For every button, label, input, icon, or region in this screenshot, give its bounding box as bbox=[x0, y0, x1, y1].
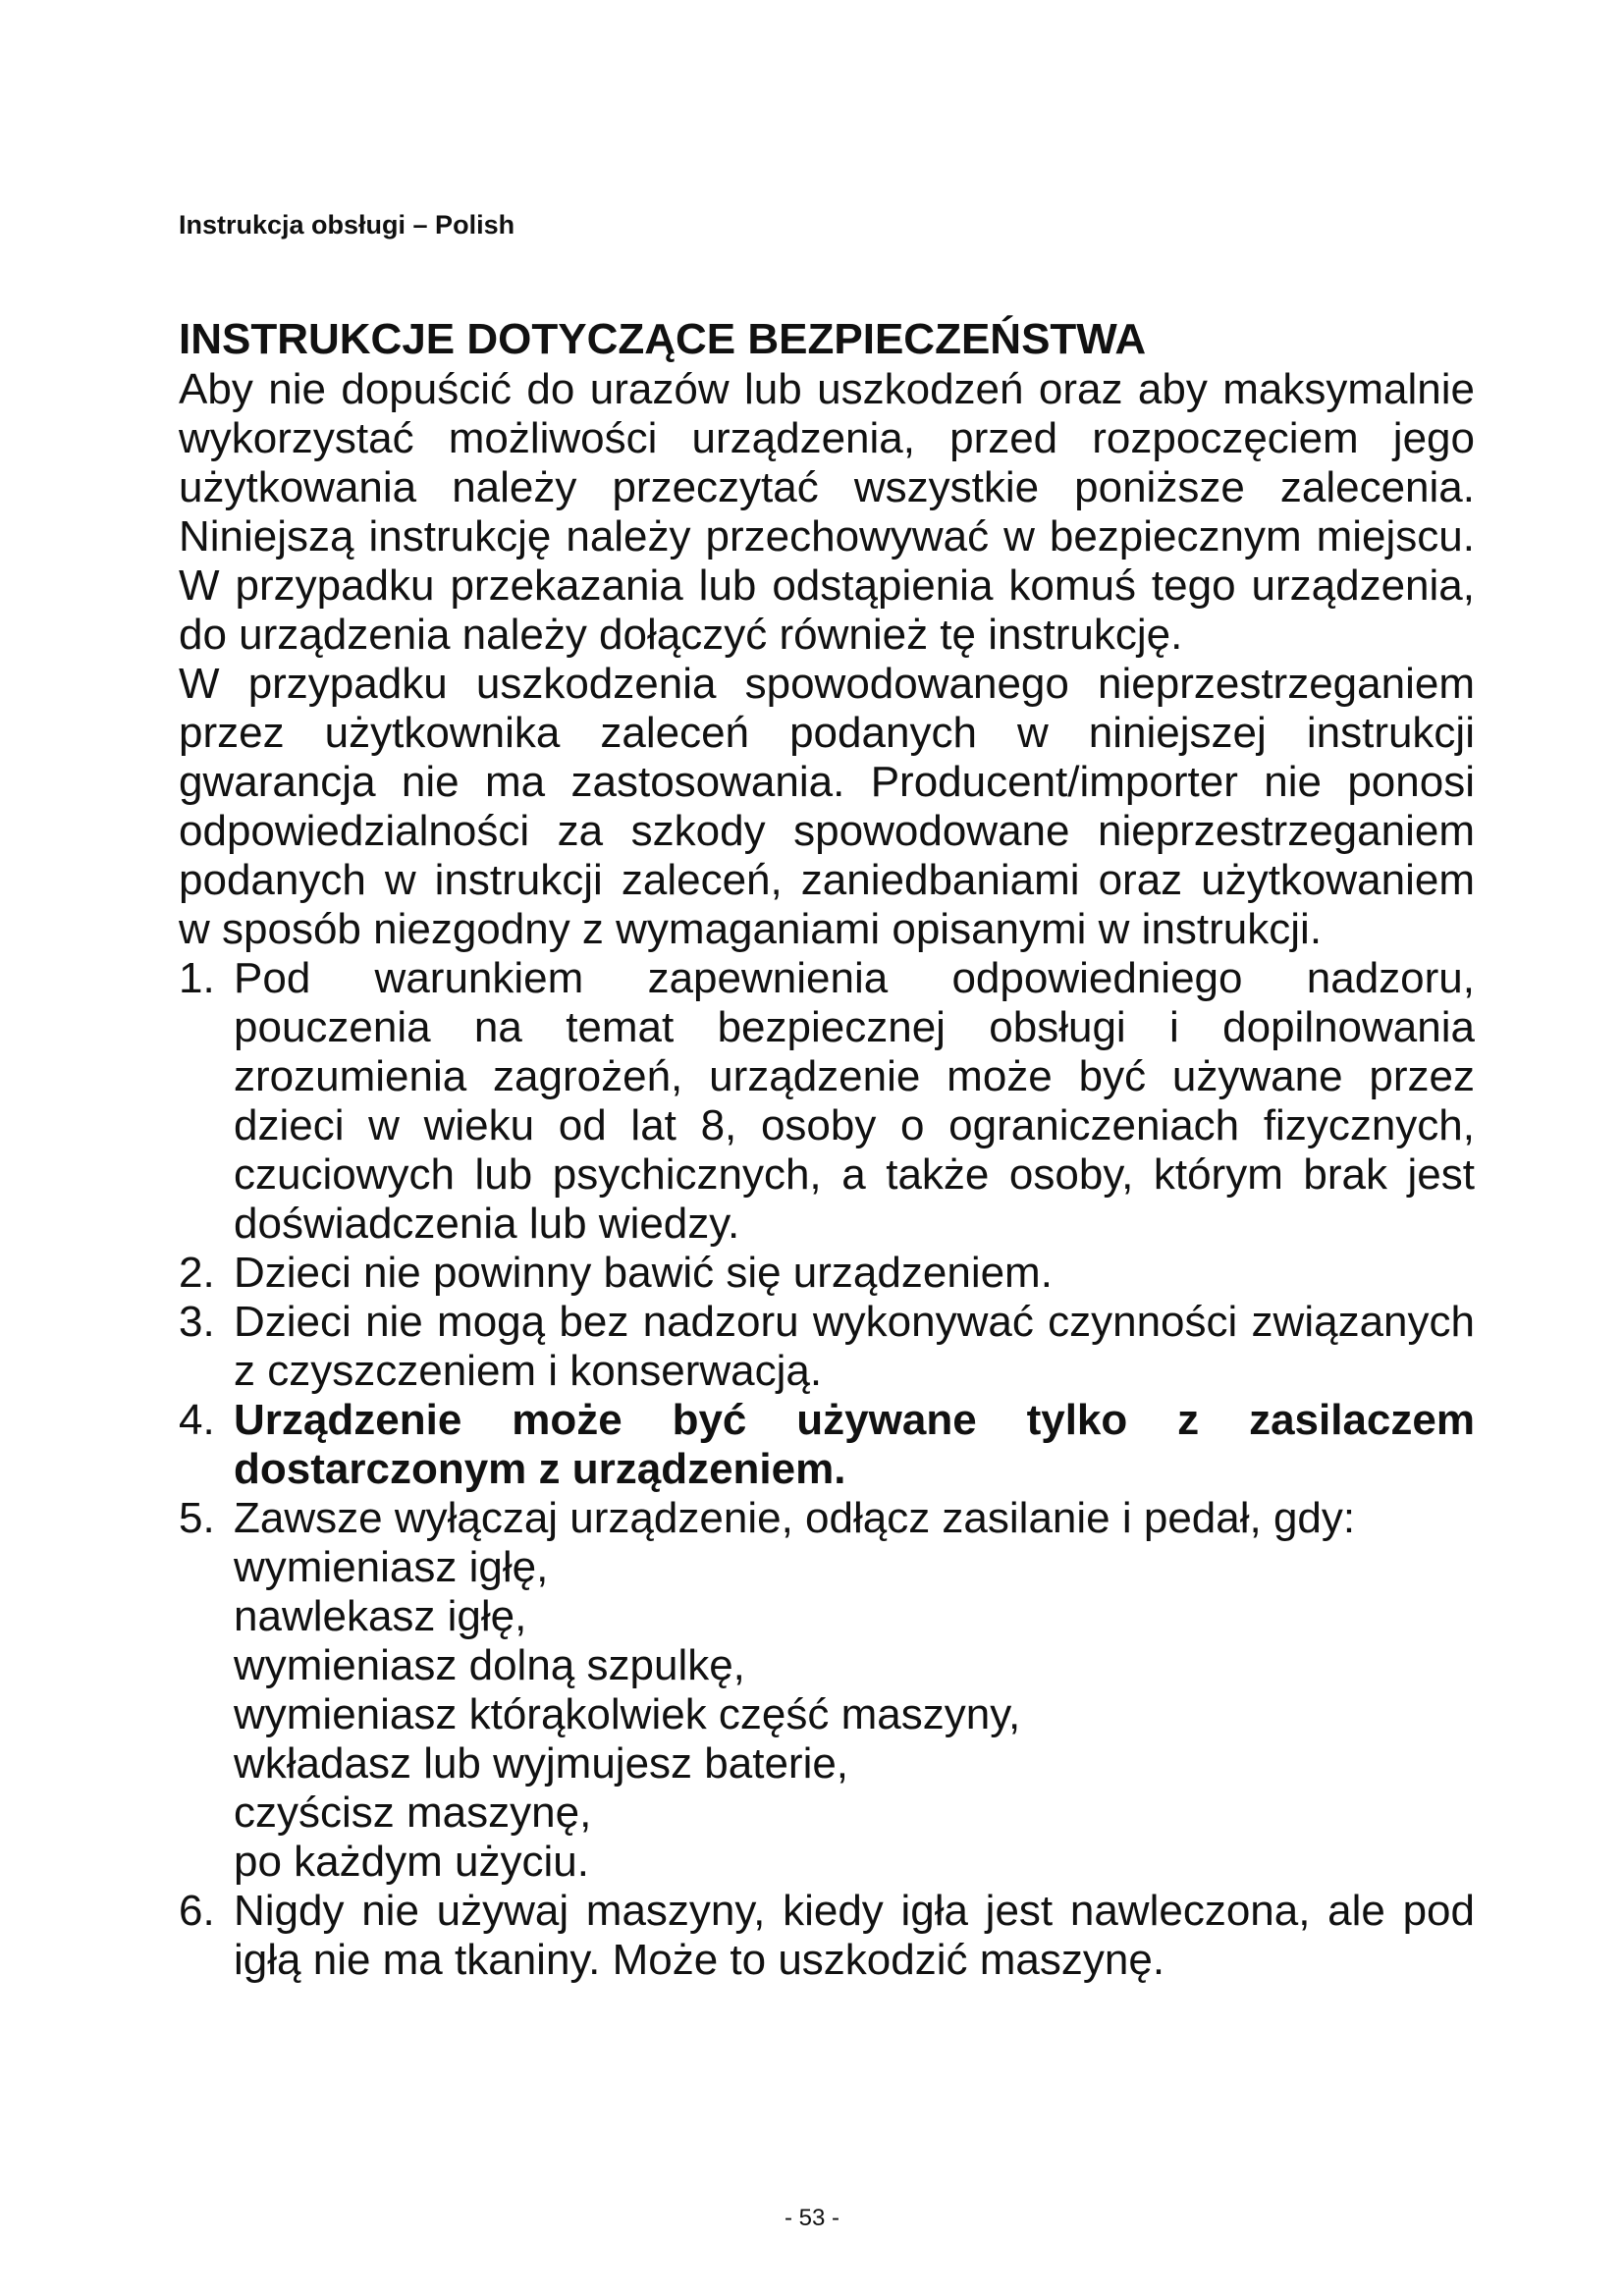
list-item bbox=[179, 954, 1475, 1249]
list-subline: wkładasz lub wyjmujesz baterie, bbox=[234, 1739, 849, 1788]
list-item bbox=[179, 1887, 1475, 1985]
list-item-text: Nigdy nie używaj maszyny, kiedy igła jest nawleczona, ale pod igłą nie ma tkaniny. Może to uszkodzić maszynę. bbox=[234, 1887, 1475, 1984]
list-item bbox=[179, 1249, 1475, 1298]
list-item-number: 4. bbox=[179, 1396, 215, 1444]
list-item bbox=[179, 1494, 1475, 1887]
list-item-number: 6. bbox=[179, 1887, 215, 1935]
list-item-text: Pod warunkiem zapewnienia odpowiedniego nadzoru, pouczenia na temat bezpiecznej obsługi i dopilnowania zrozumienia zagrożeń, urządzenie może być używane przez dzieci w wieku od lat 8, osoby o ograniczeniach fizycznych, czuciowych lub psychicznych, a także osoby, którym brak jest doświadczenia lub wiedzy. bbox=[234, 954, 1475, 1248]
list-subline: wymieniasz którąkolwiek część maszyny, bbox=[234, 1690, 1021, 1738]
list-subline: wymieniasz dolną szpulkę, bbox=[234, 1641, 745, 1689]
list-item-text: Dzieci nie powinny bawić się urządzeniem. bbox=[234, 1249, 1053, 1297]
list-item bbox=[179, 1298, 1475, 1396]
section-title: INSTRUKCJE DOTYCZĄCE BEZPIECZEŃSTWA bbox=[179, 315, 1147, 363]
list-item-number: 1. bbox=[179, 954, 215, 1002]
list-subline: po każdym użyciu. bbox=[234, 1838, 589, 1886]
list-item-text: Dzieci nie mogą bez nadzoru wykonywać czynności związanych z czyszczeniem i konserwacją. bbox=[234, 1298, 1475, 1395]
list-subline: nawlekasz igłę, bbox=[234, 1592, 527, 1640]
page-number: - 53 - bbox=[784, 2205, 839, 2231]
warranty-paragraph: W przypadku uszkodzenia spowodowanego nieprzestrzeganiem przez użytkownika zaleceń podanych w niniejszej instrukcji gwarancja nie ma zastosowania. Producent/importer nie ponosi odpowiedzialności za szkody spowodowane nieprzestrzeganiem podanych w instrukcji zaleceń, zaniedbaniami oraz użytkowaniem w sposób niezgodny z wymaganiami opisanymi w instrukcji. bbox=[179, 660, 1475, 953]
list-item-number: 3. bbox=[179, 1298, 215, 1346]
intro-paragraph: Aby nie dopuścić do urazów lub uszkodzeń oraz aby maksymalnie wykorzystać możliwości urządzenia, przed rozpoczęciem jego użytkowania należy przeczytać wszystkie poniższe zalecenia. Niniejszą instrukcję należy przechowywać w bezpiecznym miejscu. W przypadku przekazania lub odstąpienia komuś tego urządzenia, do urządzenia należy dołączyć również tę instrukcję. bbox=[179, 365, 1475, 659]
list-item-number: 2. bbox=[179, 1249, 215, 1297]
running-header: Instrukcja obsługi – Polish bbox=[179, 210, 515, 240]
list-subline: czyścisz maszynę, bbox=[234, 1789, 592, 1837]
list-subline: wymieniasz igłę, bbox=[234, 1543, 549, 1591]
list-item-text: Zawsze wyłączaj urządzenie, odłącz zasilanie i pedał, gdy: bbox=[234, 1494, 1356, 1542]
list-item-number: 5. bbox=[179, 1494, 215, 1542]
safety-list bbox=[179, 954, 1475, 1985]
document-body bbox=[179, 314, 1475, 1985]
list-item bbox=[179, 1396, 1475, 1494]
list-item-text-bold: Urządzenie może być używane tylko z zasilaczem dostarczonym z urządzeniem. bbox=[234, 1396, 1475, 1493]
